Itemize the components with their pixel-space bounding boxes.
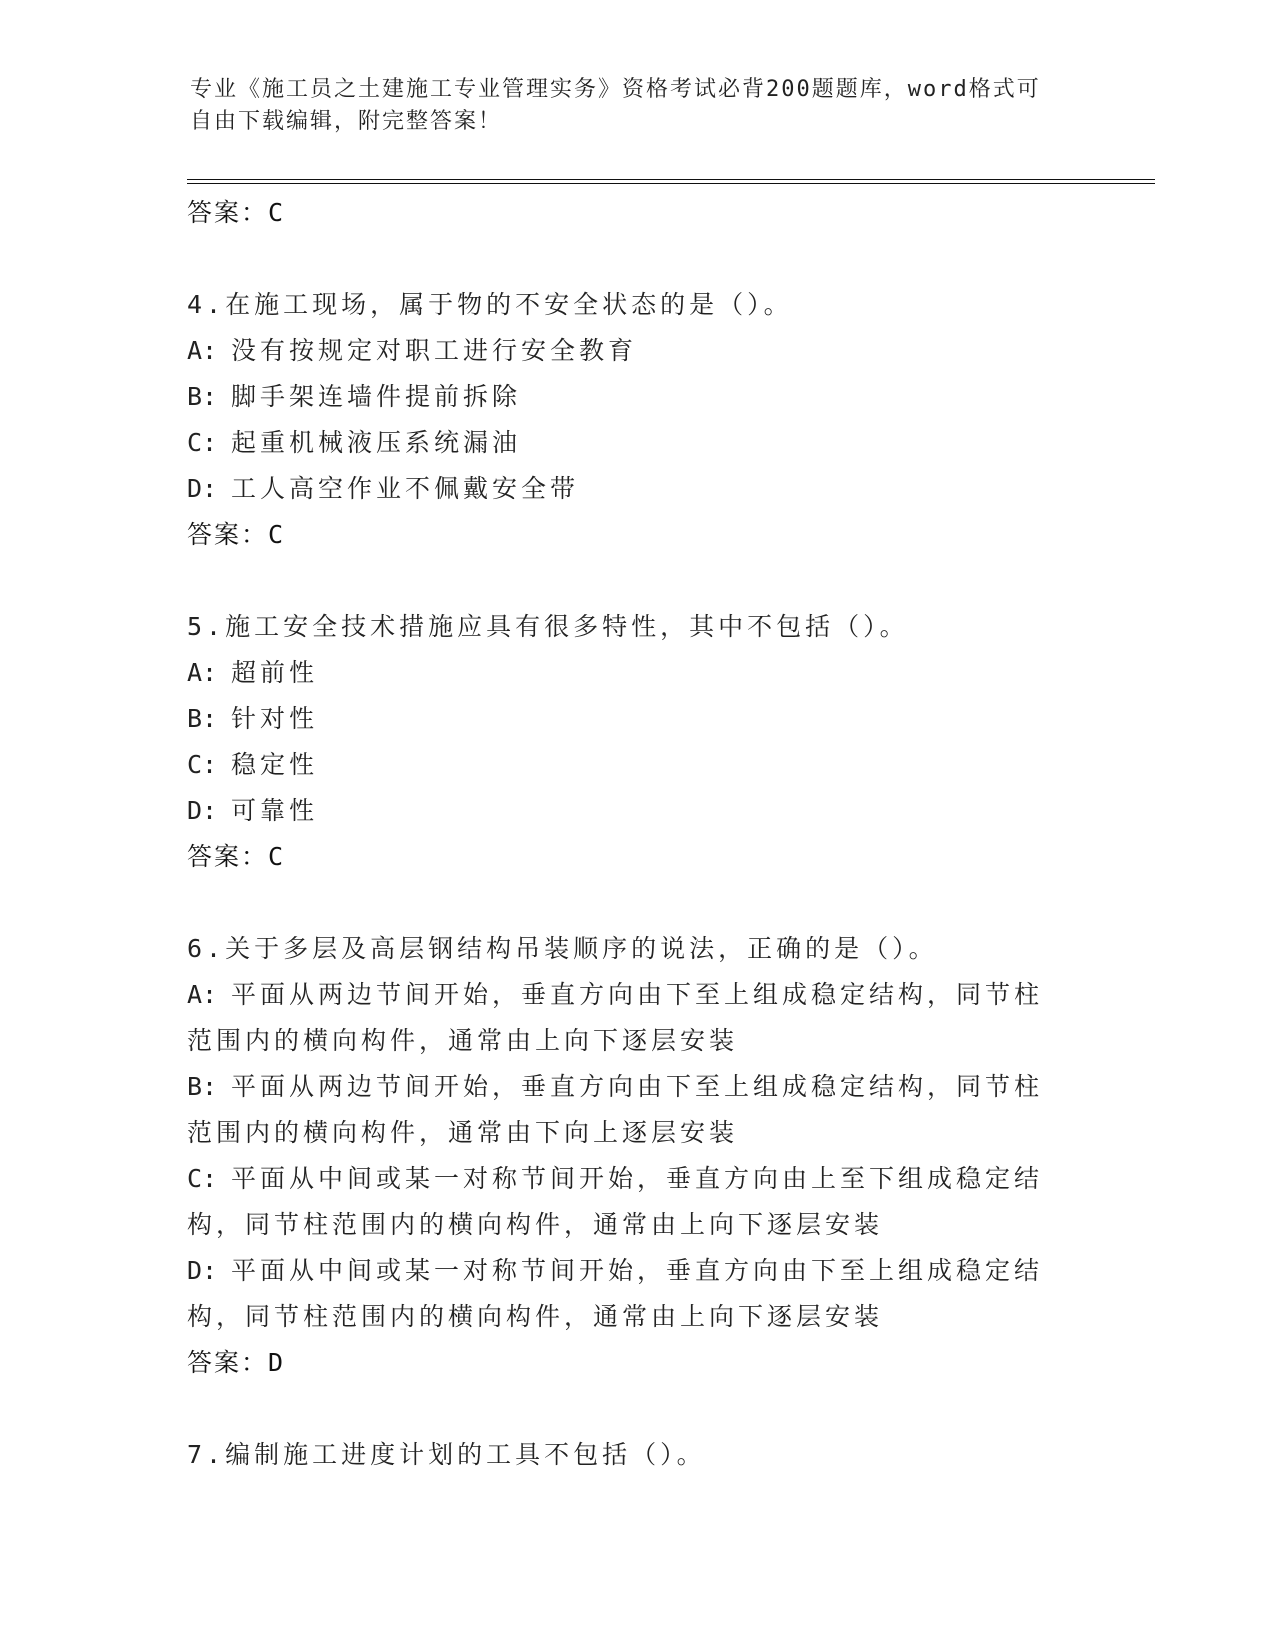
question-stem: 4.在施工现场，属于物的不安全状态的是（）。 [187,290,793,319]
option-letter: A: [187,336,218,365]
option-a [187,328,1067,374]
answer-text: 答案：C [187,842,286,871]
option-letter: C: [187,750,218,779]
option-text: 工人高空作业不佩戴安全带 [231,474,580,503]
option-text: 可靠性 [231,796,319,825]
option-letter: D: [187,796,218,825]
option-a [187,650,1067,696]
option-d [187,788,1067,834]
header-divider-top [187,179,1155,180]
header-line-1: 专业《施工员之土建施工专业管理实务》资格考试必背200题题库，word格式可 [190,77,1041,102]
option-letter: A: [187,658,218,687]
header-line-2: 自由下载编辑，附完整答案！ [190,109,503,134]
option-d [187,466,1067,512]
answer-text: 答案：D [187,1348,286,1377]
option-c [187,1156,1067,1248]
option-text: 超前性 [231,658,319,687]
option-text: 平面从中间或某一对称节间开始，垂直方向由下至上组成稳定结构，同节柱范围内的横向构件，通常由上向下逐层安装 [187,1256,1044,1331]
option-b [187,374,1067,420]
question-stem: 7.编制施工进度计划的工具不包括（）。 [187,1440,706,1469]
question-stem: 5.施工安全技术措施应具有很多特性，其中不包括（）。 [187,612,909,641]
option-c [187,420,1067,466]
option-letter: C: [187,428,218,457]
spacer [187,558,1087,604]
answer-text: 答案：C [187,520,286,549]
option-text: 针对性 [231,704,319,733]
option-b [187,1064,1067,1156]
spacer [187,880,1087,926]
option-letter: B: [187,704,218,733]
option-text: 起重机械液压系统漏油 [231,428,522,457]
spacer [187,236,1087,282]
option-c [187,742,1067,788]
option-letter: B: [187,1072,218,1101]
question-list [187,190,1087,1478]
option-d [187,1248,1067,1340]
question-item [187,1432,1087,1478]
question-item [187,604,1087,926]
question-item [187,282,1087,604]
spacer [187,1386,1087,1432]
option-text: 平面从两边节间开始，垂直方向由下至上组成稳定结构，同节柱范围内的横向构件，通常由下向上逐层安装 [187,1072,1044,1147]
document-header [190,74,1070,138]
option-b [187,696,1067,742]
header-divider-bottom [187,183,1155,184]
option-letter: C: [187,1164,218,1193]
option-letter: A: [187,980,218,1009]
option-text: 脚手架连墙件提前拆除 [231,382,522,411]
option-letter: B: [187,382,218,411]
answer-text: 答案：C [187,198,286,227]
option-a [187,972,1067,1064]
option-text: 平面从两边节间开始，垂直方向由下至上组成稳定结构，同节柱范围内的横向构件，通常由上向下逐层安装 [187,980,1044,1055]
question-stem: 6.关于多层及高层钢结构吊装顺序的说法，正确的是（）。 [187,934,938,963]
option-letter: D: [187,1256,218,1285]
option-text: 没有按规定对职工进行安全教育 [231,336,638,365]
option-letter: D: [187,474,218,503]
option-text: 平面从中间或某一对称节间开始，垂直方向由上至下组成稳定结构，同节柱范围内的横向构件，通常由上向下逐层安装 [187,1164,1044,1239]
question-item [187,926,1087,1432]
option-text: 稳定性 [231,750,319,779]
